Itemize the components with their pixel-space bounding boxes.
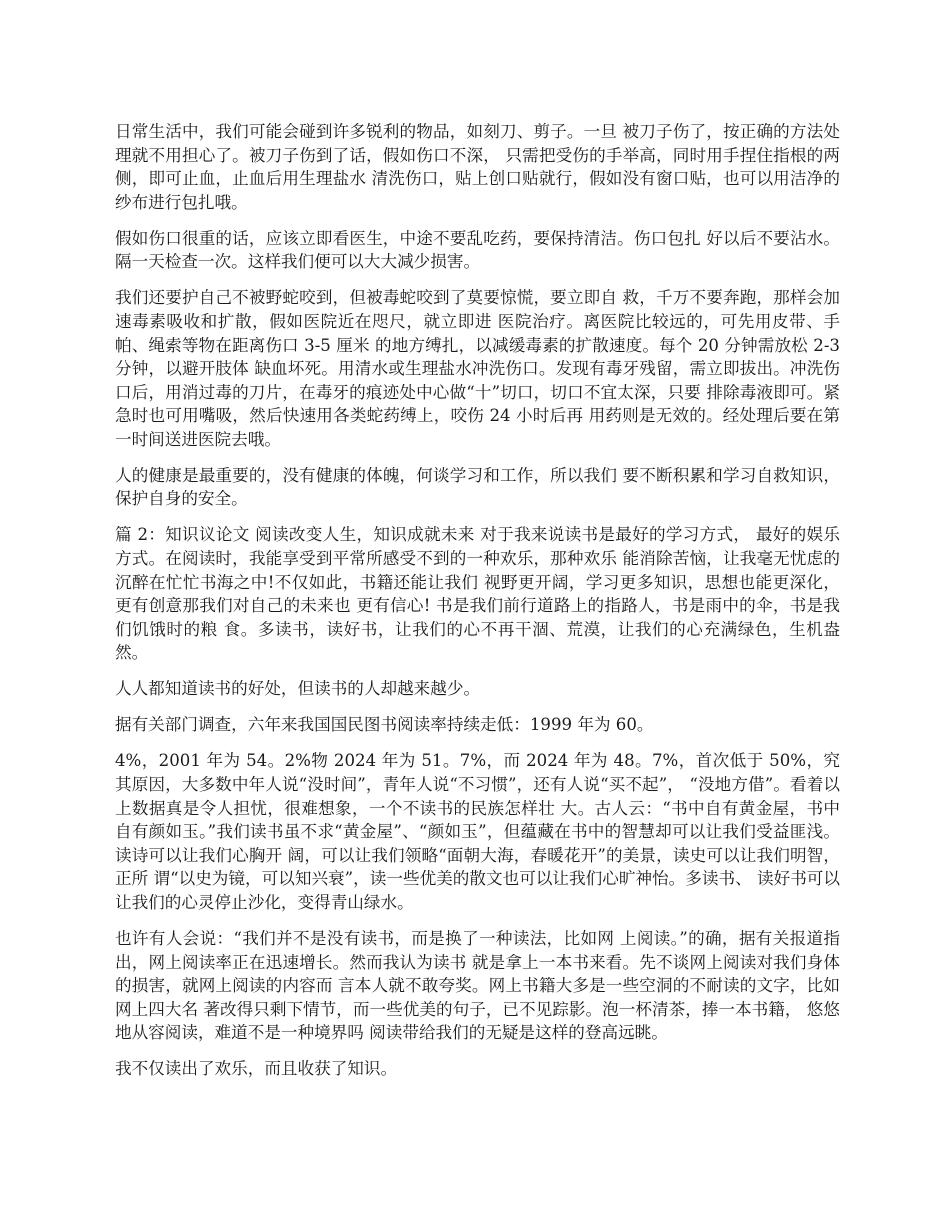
paragraph-reading-essay-intro: 篇 2：知识议论文 阅读改变人生，知识成就未来 对于我来说读书是最好的学习方式， 最好的娱乐方式。在阅读时，我能享受到平常所感受不到的一种欢乐，那种欢乐 能消除苦恼，让我毫无忧虑的沉醉在忙忙书海之中!不仅如此，书籍还能让我们 视野更开阔，学习更多知识，思想也能更深化，更有创意那我们对自己的未来也 更有信心! 书是我们前行道路上的指路人，书是雨中的伞，书是我们饥饿时的粮 食。多读书，读好书，让我们的心不再干涸、荒漠，让我们的心充满绿色，生机盎然。 (115, 525, 840, 663)
paragraph-survey: 据有关部门调查，六年来我国国民图书阅读率持续走低：1999 年为 60。 (115, 715, 654, 735)
paragraph-snake-bite: 我们还要护自己不被野蛇咬到，但被毒蛇咬到了莫要惊慌，要立即自 救，千万不要奔跑，那样会加速毒素吸收和扩散，假如医院近在咫尺，就立即进 医院治疗。离医院比较远的，可先用皮带、手帕、绳索等物在距离伤口 3-5 厘米 的地方缚扎，以减缓毒素的扩散速度。每个 20 分钟需放松 2-3 分钟，以避开肢体 缺血坏死。用清水或生理盐水冲洗伤口。发现有毒牙残留，需立即拔出。冲洗伤 口后，用消过毒的刀片，在毒牙的痕迹处中心做“十”切口，切口不宜太深，只要 排除毒液即可。紧急时也可用嘴吸，然后快速用各类蛇药缚上，咬伤 24 小时后再 用药则是无效的。经处理后要在第一时间送进医院去哦。 (115, 288, 840, 449)
paragraph-conclusion: 我不仅读出了欢乐，而且收获了知识。 (115, 1059, 398, 1079)
paragraph-serious-wound: 假如伤口很重的话，应该立即看医生，中途不要乱吃药，要保持清洁。伤口包扎 好以后不要沾水。隔一天检查一次。这样我们便可以大大减少损害。 (115, 228, 840, 272)
paragraph-survey-stats: 4%，2001 年为 54。2%物 2024 年为 51。7%，而 2024 年为 48。7%，首次低于 50%，究其原因，大多数中年人说“没时间”，青年人说“不习惯”，还有人说“买不起”， “没地方借”。看着以上数据真是令人担忧，很难想象，一个不读书的民族怎样壮 大。古人云：“书中自有黄金屋，书中自有颜如玉。”我们读书虽不求“黄金屋”、“颜如玉”，但蕴藏在书中的智慧却可以让我们受益匪浅。读诗可以让我们心胸开 阔，可以让我们领略“面朝大海，春暖花开”的美景，读史可以让我们明智，正所 谓“以史为镜，可以知兴衰”，读一些优美的散文也可以让我们心旷神怡。多读书、 读好书可以让我们的心灵停止沙化，变得青山绿水。 (115, 751, 840, 912)
document-page (115, 120, 840, 1093)
paragraph-wound-care: 日常生活中，我们可能会碰到许多锐利的物品，如刻刀、剪子。一旦 被刀子伤了，按正确的方法处理就不用担心了。被刀子伤到了话，假如伤口不深， 只需把受伤的手举高，同时用手捏住指根的两侧，即可止血，止血后用生理盐水 清洗伤口，贴上创口贴就行，假如没有窗口贴，也可以用洁净的纱布进行包扎哦。 (115, 122, 840, 212)
paragraph-online-reading: 也许有人会说：“我们并不是没有读书，而是换了一种读法，比如网 上阅读。”的确，据有关报道指出，网上阅读率正在迅速增长。然而我认为读书 就是拿上一本书来看。先不谈网上阅读对我们身体的损害，就网上阅读的内容而 言本人就不敢夸奖。网上书籍大多是一些空洞的不耐读的文字，比如网上四大名 著改得只剩下情节，而一些优美的句子，已不见踪影。泡一杯清茶，捧一本书籍， 悠悠地从容阅读，难道不是一种境界吗 阅读带给我们的无疑是这样的登高远眺。 (115, 928, 840, 1043)
paragraph-health: 人的健康是最重要的，没有健康的体魄，何谈学习和工作，所以我们 要不断积累和学习自救知识，保护自身的安全。 (115, 465, 840, 509)
paragraph-reading-decline: 人人都知道读书的好处，但读书的人却越来越少。 (115, 679, 481, 699)
